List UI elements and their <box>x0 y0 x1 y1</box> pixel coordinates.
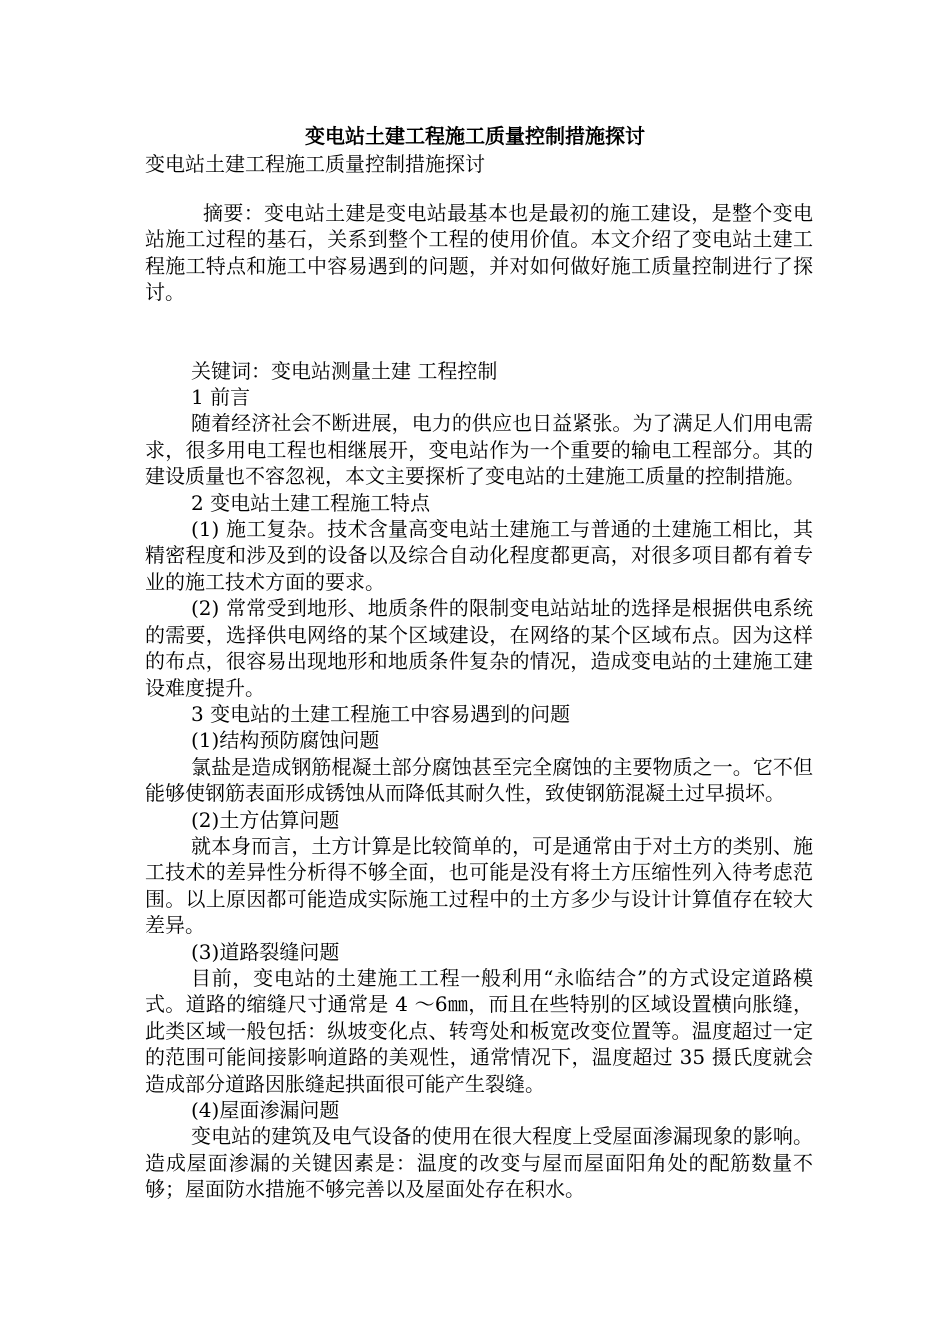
subsection-heading-4: (4)屋面渗漏问题 <box>191 1098 340 1122</box>
section-2-item-1: (1) 施工复杂。技术含量高变电站土建施工与普通的土建施工相比，其精密程度和涉及到的设备以及综合自动化程度都更高，对很多项目都有着专业的施工技术方面的要求。 <box>145 517 813 594</box>
abstract-paragraph: 摘要：变电站土建是变电站最基本也是最初的施工建设，是整个变电站施工过程的基石，关系到整个工程的使用价值。本文介绍了变电站土建工程施工特点和施工中容易遇到的问题，并对如何做好施工质量控制进行了探讨。 <box>145 201 813 305</box>
section-1-paragraph: 随着经济社会不断进展，电力的供应也日益紧张。为了满足人们用电需求，很多用电工程也相继展开，变电站作为一个重要的输电工程部分。其的建设质量也不容忽视，本文主要探析了变电站的土建施工质量的控制措施。 <box>145 411 813 489</box>
subsection-1-paragraph: 氯盐是造成钢筋棍凝土部分腐蚀甚至完全腐蚀的主要物质之一。它不但能够使钢筋表面形成锈蚀从而降低其耐久性，致使钢筋混凝土过早损坏。 <box>145 754 813 806</box>
subsection-heading-1: (1)结构预防腐蚀问题 <box>191 728 380 753</box>
section-heading-3: 3 变电站的土建工程施工中容易遇到的问题 <box>191 701 571 726</box>
document-title: 变电站土建工程施工质量控制措施探讨 <box>305 124 645 148</box>
section-2-item-2: (2) 常常受到地形、地质条件的限制变电站站址的选择是根据供电系统的需要，选择供电网络的某个区域建设，在网络的某个区域布点。因为这样的布点，很容易出现地形和地质条件复杂的情况，造成变电站的土建施工建设难度提升。 <box>145 596 813 700</box>
subsection-2-paragraph: 就本身而言，土方计算是比较简单的，可是通常由于对土方的类别、施工技术的差异性分析得不够全面，也可能是没有将土方压缩性列入待考虑范围。以上原因都可能造成实际施工过程中的土方多少与设计计算值存在较大差异。 <box>145 833 813 938</box>
section-heading-2: 2 变电站土建工程施工特点 <box>191 490 431 515</box>
subsection-3-paragraph: 目前，变电站的土建施工工程一般利用“永临结合”的方式设定道路模式。道路的缩缝尺寸通常是 4 ～6㎜，而且在些特别的区域设置横向胀缝，此类区域一般包括：纵坡变化点、转弯处和板宽改变位置等。温度超过一定的范围可能间接影响道路的美观性，通常情况下，温度超过 35 摄氏度就会造成部分道路因胀缝起拱面很可能产生裂缝。 <box>145 965 813 1096</box>
section-heading-1: 1 前言 <box>191 385 251 410</box>
subsection-4-paragraph: 变电站的建筑及电气设备的使用在很大程度上受屋面渗漏现象的影响。造成屋面渗漏的关键因素是：温度的改变与屋而屋面阳角处的配筋数量不够；屋面防水措施不够完善以及屋面处存在积水。 <box>145 1124 813 1202</box>
document-body <box>145 200 813 1203</box>
subsection-heading-3: (3)道路裂缝问题 <box>191 939 340 964</box>
subsection-heading-2: (2)土方估算问题 <box>191 807 340 832</box>
spacer <box>145 306 813 358</box>
keywords-line: 关键词：变电站测量土建 工程控制 <box>191 358 498 383</box>
document-subtitle: 变电站土建工程施工质量控制措施探讨 <box>145 152 485 176</box>
